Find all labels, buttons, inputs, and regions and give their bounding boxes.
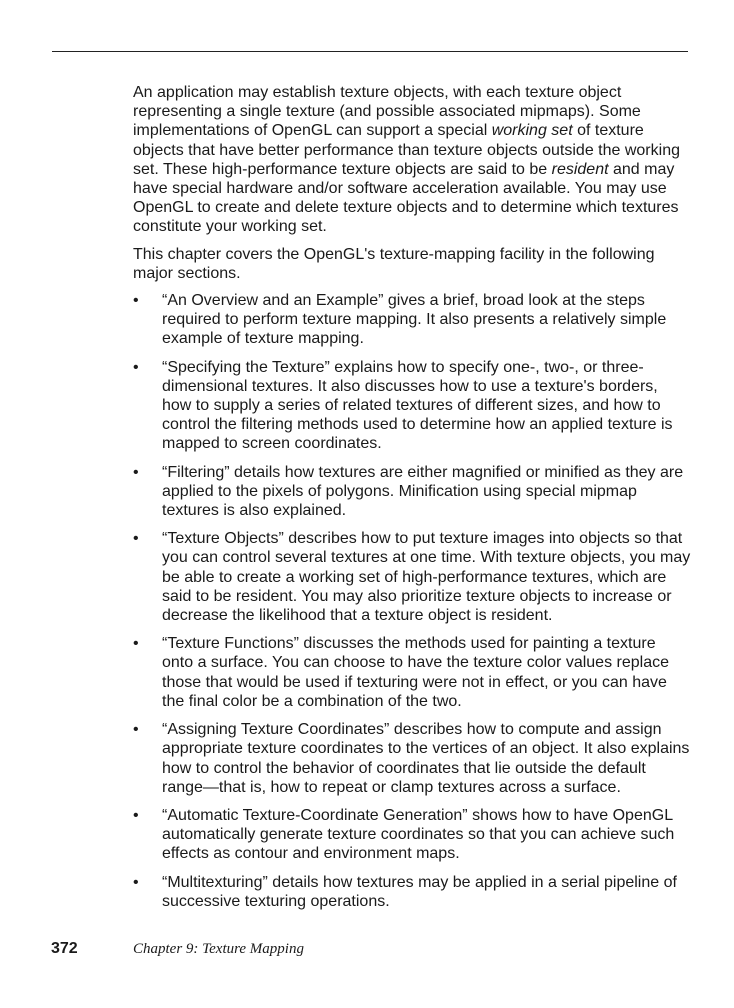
bullet-icon: • <box>133 358 139 376</box>
bullet-icon: • <box>133 530 139 548</box>
body-text <box>133 83 691 920</box>
list-item <box>133 806 691 864</box>
bullet-icon: • <box>133 292 139 310</box>
bullet-icon: • <box>133 721 139 739</box>
list-item-text: “Multitexturing” details how textures may be applied in a serial pipeline of successive texturing operations. <box>162 873 677 910</box>
list-item-text: “Texture Objects” describes how to put texture images into objects so that you can control several textures at one time. With texture objects, you may be able to create a working set of high-performance textures, which are said to be resident. You may also prioritize texture objects to increase or decrease the likelihood that a texture object is resident. <box>162 530 691 625</box>
list-item <box>133 358 691 454</box>
page-number: 372 <box>51 940 78 957</box>
intro-paragraph <box>133 83 691 237</box>
list-item-text: “Specifying the Texture” explains how to specify one-, two-, or three-dimensional textures. It also discusses how to use a texture's borders, how to supply a series of related textures of different sizes, and how to control the filtering methods used to determine how an applied texture is mapped to screen coordinates. <box>162 358 673 453</box>
list-item-text: “Assigning Texture Coordinates” describes how to compute and assign appropriate texture coordinates to the vertices of an object. It also explains how to control the behavior of coordinates that lie outside the default range—that is, how to repeat or clamp textures across a surface. <box>162 721 690 796</box>
bullet-icon: • <box>133 635 139 653</box>
section-list <box>133 291 691 911</box>
intro-text-2: of texture objects that have better performance than texture objects outside the working set. These high-performance texture objects are said to be <box>133 122 680 178</box>
list-item <box>133 529 691 625</box>
list-item <box>133 873 691 911</box>
list-item <box>133 463 691 521</box>
term-resident: resident <box>551 160 609 178</box>
list-item <box>133 720 691 797</box>
list-item <box>133 634 691 711</box>
intro-text-1: An application may establish texture objects, with each texture object representing a single texture (and possible associated mipmaps). Some implementations of OpenGL can support a special <box>133 84 641 140</box>
list-item-text: “Texture Functions” discusses the methods used for painting a texture onto a surface. You can choose to have the texture color values replace those that would be used if texturing were not in effect, or you can have the final color be a combination of the two. <box>162 635 669 710</box>
list-item <box>133 291 691 349</box>
header-rule <box>52 51 688 52</box>
intro-text-3: and may have special hardware and/or software acceleration available. You may use OpenGL to create and delete texture objects and to determine which textures constitute your working set. <box>133 160 679 236</box>
list-item-text: “Filtering” details how textures are either magnified or minified as they are applied to the pixels of polygons. Minification using special mipmap textures is also explained. <box>162 463 684 520</box>
running-footer-chapter: Chapter 9: Texture Mapping <box>133 941 304 957</box>
term-working-set: working set <box>491 122 573 140</box>
overview-paragraph: This chapter covers the OpenGL's texture-mapping facility in the following major sections. <box>133 245 655 282</box>
list-item-text: “Automatic Texture-Coordinate Generation” shows how to have OpenGL automatically generate texture coordinates so that you can achieve such effects as contour and environment maps. <box>162 806 675 863</box>
bullet-icon: • <box>133 873 139 891</box>
bullet-icon: • <box>133 463 139 481</box>
list-item-text: “An Overview and an Example” gives a brief, broad look at the steps required to perform texture mapping. It also presents a relatively simple example of texture mapping. <box>162 292 667 348</box>
bullet-icon: • <box>133 806 139 824</box>
